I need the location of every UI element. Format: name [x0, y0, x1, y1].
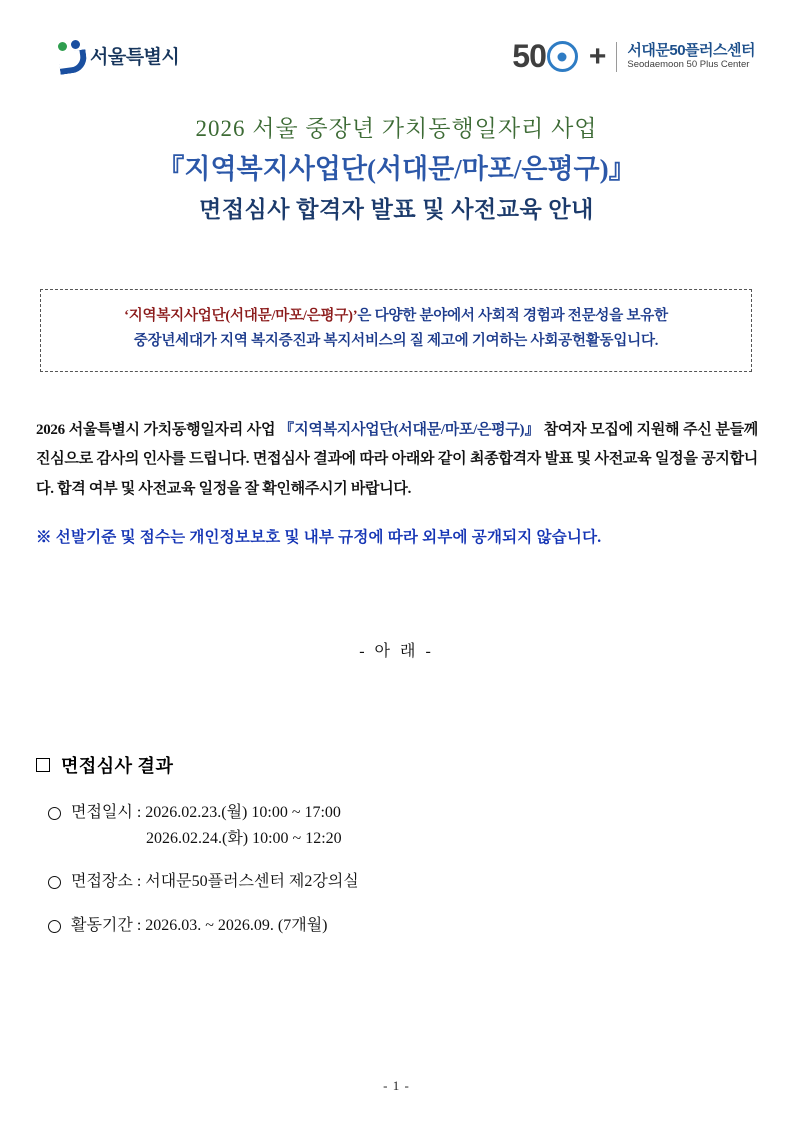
description-highlight: ‘지역복지사업단(서대문/마포/은평구)’ — [124, 308, 358, 324]
seodaemoon-50plus-logo — [512, 38, 755, 75]
list-item-main: 면접일시 : 2026.02.23.(월) 10:00 ~ 17:00 — [71, 804, 341, 821]
seoul-logo-mark-icon — [58, 40, 84, 70]
section-heading-interview-result — [36, 752, 173, 778]
description-line-2: 중장년세대가 지역 복지증진과 복지서비스의 질 제고에 기여하는 사회공헌활동입니다. — [133, 333, 659, 350]
seoul-logo-label: 서울특별시 — [90, 46, 180, 68]
list-item — [48, 800, 748, 851]
center-name-en: Seodaemoon 50 Plus Center — [627, 58, 750, 70]
intro-paragraph-highlight: 『지역복지사업단(서대문/마포/은평구)』 — [279, 422, 540, 438]
center-name-kr: 서대문50플러스센터 — [627, 42, 755, 60]
document-header — [0, 38, 793, 84]
list-item — [48, 913, 748, 939]
description-line-1 — [61, 304, 731, 329]
intro-paragraph — [36, 416, 758, 504]
program-description-box — [40, 289, 752, 372]
list-item — [48, 869, 748, 895]
list-item-main: 면접장소 : 서대문50플러스센터 제2강의실 — [71, 873, 359, 891]
ring-icon — [547, 41, 578, 72]
intro-paragraph-part-2: 참여자 모집에 지원해 주신 분들께 진심으로 감사의 인사를 드립니다. 면접심사 결과에 따라 아래와 같이 최종합격자 발표 및 사전교육 일정을 공지합니다. 합격 여부 및 사전교육 일정을 잘 확인해주시기 바랍니다. — [36, 422, 758, 497]
plus-sign-label: + — [588, 39, 607, 73]
fifty-number-label: 50 — [512, 38, 546, 74]
description-line-1-rest: 은 다양한 분야에서 사회적 경험과 전문성을 보유한 — [357, 308, 668, 324]
page-title — [0, 112, 793, 228]
list-item-main: 활동기간 : 2026.03. ~ 2026.09. (7개월) — [71, 916, 328, 934]
square-bullet-icon — [36, 758, 50, 772]
privacy-warning-note: ※ 선발기준 및 점수는 개인정보보호 및 내부 규정에 따라 외부에 공개되지 않습니다. — [36, 529, 602, 546]
center-name-block — [627, 42, 755, 70]
circle-bullet-icon — [48, 920, 61, 933]
section-heading-label: 면접심사 결과 — [61, 756, 174, 776]
seoul-city-logo — [58, 40, 179, 70]
title-line-3: 면접심사 합격자 발표 및 사전교육 안내 — [199, 197, 594, 222]
fifty-logo-icon — [512, 38, 579, 75]
title-line-2: 『지역복지사업단(서대문/마포/은평구)』 — [157, 153, 636, 184]
list-item-sub: 2026.02.24.(화) 10:00 ~ 12:20 — [146, 829, 342, 847]
interview-detail-list — [48, 800, 748, 956]
logo-divider — [616, 42, 617, 72]
below-divider-label: - 아 래 - — [359, 643, 434, 660]
circle-bullet-icon — [48, 876, 61, 889]
page-number: - 1 - — [383, 1078, 410, 1093]
circle-bullet-icon — [48, 807, 61, 820]
title-line-1: 2026 서울 중장년 가치동행일자리 사업 — [195, 116, 598, 141]
intro-paragraph-part-1: 2026 서울특별시 가치동행일자리 사업 — [36, 422, 280, 438]
